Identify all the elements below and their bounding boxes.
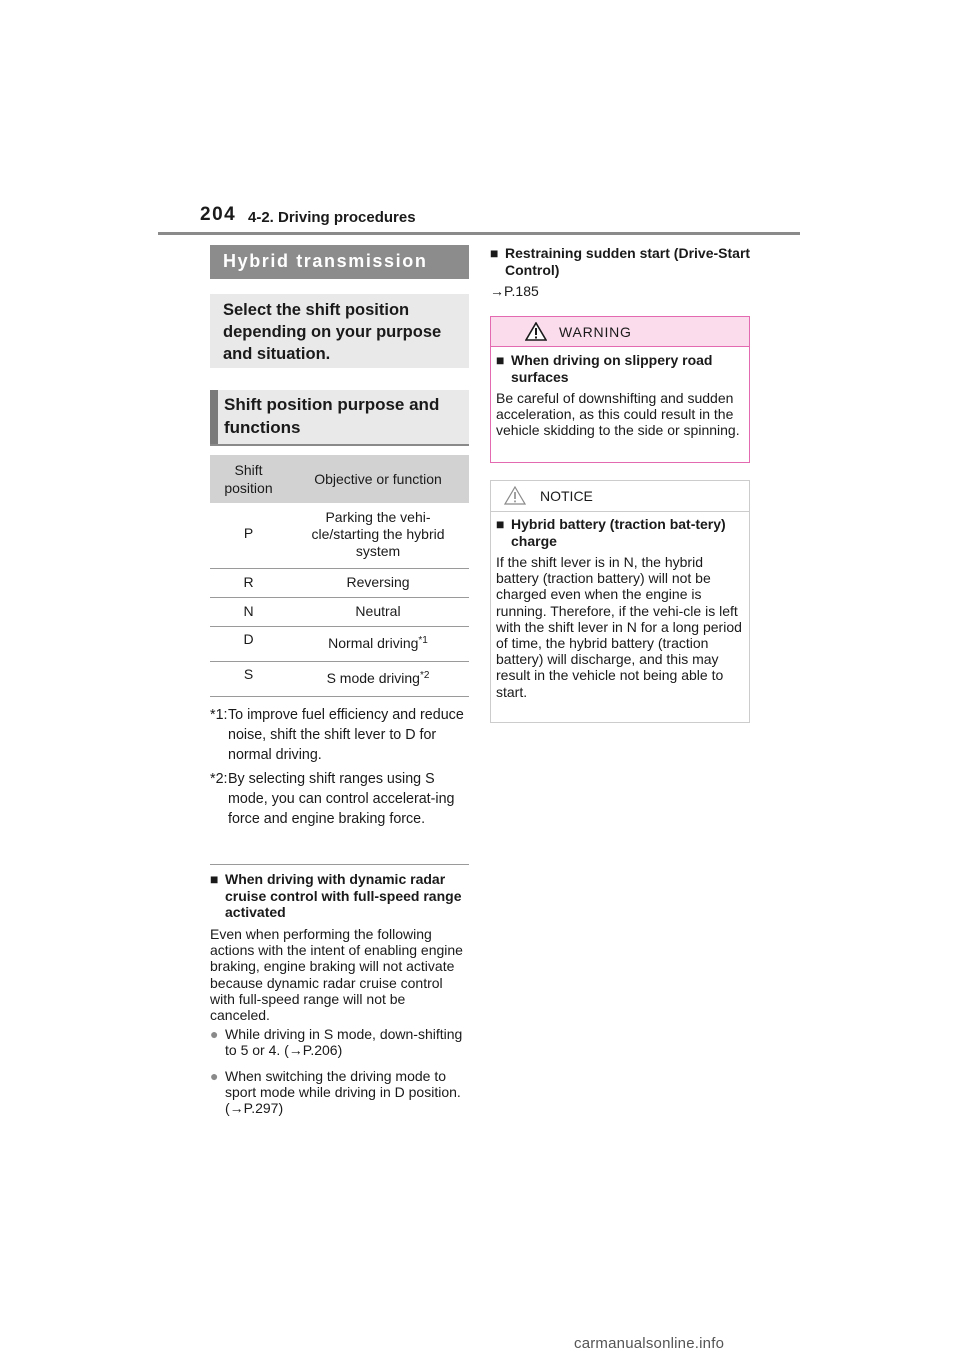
notice-label: NOTICE [540, 488, 593, 504]
intro-text: Select the shift position depending on your purpose and situation. [223, 301, 442, 363]
table-cell-position: N [210, 597, 287, 626]
section-title-bar [210, 245, 469, 279]
square-bullet-icon: ■ [210, 871, 219, 887]
table-cell-position: S [210, 661, 287, 696]
heading-text: When driving on slippery road surfaces [511, 352, 713, 385]
footnote-ref: *1 [418, 634, 428, 646]
shift-position-table [210, 455, 469, 697]
intro-box [210, 294, 469, 368]
section-heading: Hybrid transmission [223, 251, 428, 271]
heading-text: Restraining sudden start (Drive-Start Control) [505, 245, 751, 278]
warning-body: Be careful of downshifting and sudden acceleration, as this could result in the vehicle skidding to the side or spinning. [496, 390, 740, 439]
bullet-dot-icon: ● [210, 1026, 219, 1042]
function-text: Parking the vehi-cle/starting the hybrid system [311, 509, 445, 559]
restrain-heading [490, 245, 752, 278]
footnote-text: To improve fuel efficiency and reduce noise, shift the shift lever to D for normal driving. [228, 707, 464, 763]
page-reference-link[interactable]: →P.185 [490, 283, 539, 299]
bullet-dot-icon: ● [210, 1068, 219, 1084]
watermark: carmanualsonline.info [574, 1335, 725, 1352]
subsection-heading: Shift position purpose and functions [224, 395, 440, 437]
table-cell-function: Neutral [287, 597, 469, 626]
square-bullet-icon: ■ [496, 516, 505, 532]
footnote-mark: *1: [210, 707, 228, 723]
section-divider [210, 864, 469, 865]
table-row [210, 661, 469, 696]
header-rule [158, 232, 800, 235]
table-row [210, 597, 469, 626]
dynamic-radar-heading [210, 871, 466, 921]
dynamic-radar-body: Even when performing the following actions with the intent of enabling engine braking, engine braking will not activate because dynamic radar cruise control with full-speed range will not be canceled. [210, 926, 463, 1024]
warning-heading [496, 352, 731, 385]
footnote [210, 770, 472, 829]
list-item-text: When switching the driving mode to sport mode while driving in D position. (→P.297) [225, 1068, 461, 1117]
footnote [210, 706, 472, 765]
table-cell-position: D [210, 626, 287, 661]
heading-text: Hybrid battery (traction bat-tery) charge [511, 516, 726, 549]
table-row [210, 568, 469, 597]
table-cell-position: P [210, 503, 287, 568]
notice-box [490, 480, 750, 723]
table-cell-function [287, 661, 469, 696]
table-cell-function [287, 503, 469, 568]
square-bullet-icon: ■ [496, 352, 505, 368]
notice-body: If the shift lever is in N, the hybrid battery (traction battery) will not be charged even when the engine is running. Therefore, if the vehi-cle is left with the shift lever in N for a long period of time, the hybrid battery (traction battery) will discharge, and this may result in the vehicle not being able to start. [496, 554, 742, 700]
table-row [210, 503, 469, 568]
page-number: 204 [200, 204, 237, 225]
function-text: S mode driving [326, 669, 420, 686]
section-title: 4-2. Driving procedures [248, 209, 416, 226]
table-cell-function [287, 626, 469, 661]
list-item [210, 1068, 466, 1117]
table-header-objective: Objective or function [287, 455, 469, 503]
warning-triangle-icon [525, 322, 547, 341]
warning-label: WARNING [559, 324, 632, 340]
list-item-text: While driving in S mode, down-shifting to 5 or 4. (→P.206) [225, 1026, 463, 1059]
table-header-shift: Shift position [210, 455, 287, 503]
subsection-underline [210, 444, 469, 446]
table-row [210, 626, 469, 661]
notice-header [491, 481, 749, 512]
footnote-text: By selecting shift ranges using S mode, you can control accelerat-ing force and engine braking force. [228, 771, 455, 827]
footnote-ref: *2 [419, 669, 430, 681]
table-cell-function: Reversing [287, 568, 469, 597]
square-bullet-icon: ■ [490, 245, 499, 261]
function-text: Normal driving [328, 634, 419, 651]
notice-heading [496, 516, 731, 549]
subsection-title-bar [210, 390, 469, 444]
footnote-mark: *2: [210, 771, 228, 787]
warning-box [490, 316, 750, 463]
list-item [210, 1026, 466, 1058]
heading-text: When driving with dynamic radar cruise control with full-speed range activated [225, 871, 462, 920]
warning-header [491, 317, 749, 347]
caution-triangle-icon [504, 486, 526, 505]
table-cell-position: R [210, 568, 287, 597]
